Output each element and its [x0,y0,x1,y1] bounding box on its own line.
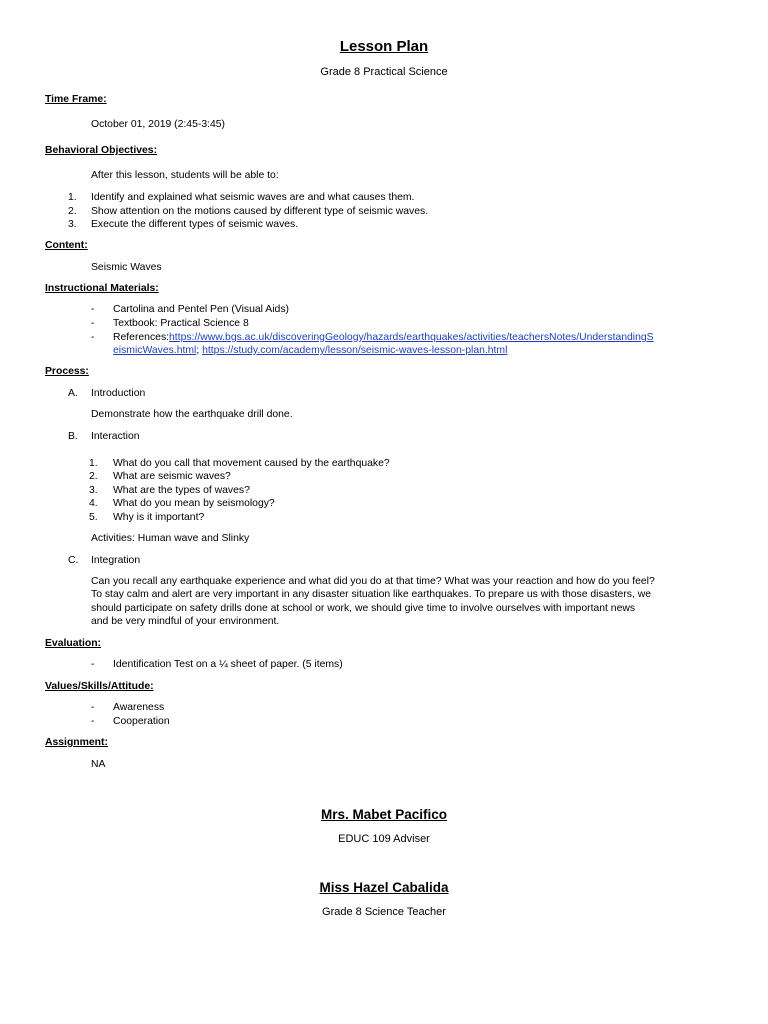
bullet-dash: - [91,318,95,329]
content-value: Seismic Waves [91,262,162,273]
question-number: 4. [89,498,98,509]
question-item: What do you call that movement caused by the earthquake? [113,458,390,469]
integration-paragraph-line: Can you recall any earthquake experience and what did you do at that time? What was your reaction and how do you feel? [91,576,655,587]
objective-item: Show attention on the motions caused by different type of seismic waves. [91,206,429,217]
question-item: What are seismic waves? [113,471,231,482]
section-letter: C. [68,555,79,566]
objective-number: 2. [68,206,77,217]
reference-link-study[interactable]: https://study.com/academy/lesson/seismic-waves-lesson-plan.html [202,345,508,356]
values-heading: Values/Skills/Attitude: [45,681,154,692]
evaluation-item: Identification Test on a ¼ sheet of paper. (5 items) [113,659,343,670]
section-letter: B. [68,431,78,442]
question-item: What do you mean by seismology? [113,498,275,509]
material-item: Textbook: Practical Science 8 [113,318,249,329]
question-item: Why is it important? [113,512,205,523]
reference-link-bgs[interactable]: https://www.bgs.ac.uk/discoveringGeology/hazards/earthquakes/activities/teachersNotes/UnderstandingS [169,332,654,343]
references-line-2 [113,344,507,357]
materials-heading: Instructional Materials: [45,283,159,294]
objective-item: Identify and explained what seismic waves are and what causes them. [91,192,415,203]
objective-number: 3. [68,219,77,230]
bullet-dash: - [91,332,95,343]
signatory-role: Grade 8 Science Teacher [322,906,446,918]
reference-separator: ; [196,345,200,356]
introduction-text: Demonstrate how the earthquake drill done. [91,409,293,420]
question-number: 2. [89,471,98,482]
assignment-value: NA [91,759,106,770]
introduction-title: Introduction [91,388,146,399]
document-subtitle: Grade 8 Practical Science [320,66,448,78]
question-number: 5. [89,512,98,523]
integration-title: Integration [91,555,141,566]
objectives-intro: After this lesson, students will be able to: [91,170,279,181]
process-heading: Process: [45,366,89,377]
activities-text: Activities: Human wave and Slinky [91,533,250,544]
signatory-role: EDUC 109 Adviser [338,833,430,845]
question-number: 1. [89,458,98,469]
reference-link-bgs-continued[interactable]: eismicWaves.html [113,345,197,356]
time-frame-heading: Time Frame: [45,94,107,105]
interaction-title: Interaction [91,431,140,442]
references-label: References: [113,332,170,343]
value-item: Cooperation [113,716,170,727]
integration-paragraph-line: should participate on safety drills done at school or work, we should give time to involve ourselves with important news [91,603,636,614]
objective-item: Execute the different types of seismic waves. [91,219,299,230]
bullet-dash: - [91,702,95,713]
integration-paragraph-line: and be very mindful of your environment. [91,616,280,627]
time-frame-value: October 01, 2019 (2:45-3:45) [91,119,226,130]
bullet-dash: - [91,716,95,727]
question-item: What are the types of waves? [113,485,250,496]
question-number: 3. [89,485,98,496]
bullet-dash: - [91,304,95,315]
material-item: Cartolina and Pentel Pen (Visual Aids) [113,304,289,315]
signatory-name: Mrs. Mabet Pacifico [320,807,448,822]
content-heading: Content: [45,240,88,251]
signatory-name: Miss Hazel Cabalida [319,880,449,895]
objective-number: 1. [68,192,77,203]
value-item: Awareness [113,702,165,713]
assignment-heading: Assignment: [45,737,108,748]
references-line [113,331,654,344]
bullet-dash: - [91,659,95,670]
objectives-heading: Behavioral Objectives: [45,145,158,156]
evaluation-heading: Evaluation: [45,638,102,649]
document-title: Lesson Plan [339,38,429,55]
integration-paragraph-line: To stay calm and alert are very important in any disaster situation like earthquakes. To prepare us with those disasters, we [91,589,652,600]
section-letter: A. [68,388,78,399]
